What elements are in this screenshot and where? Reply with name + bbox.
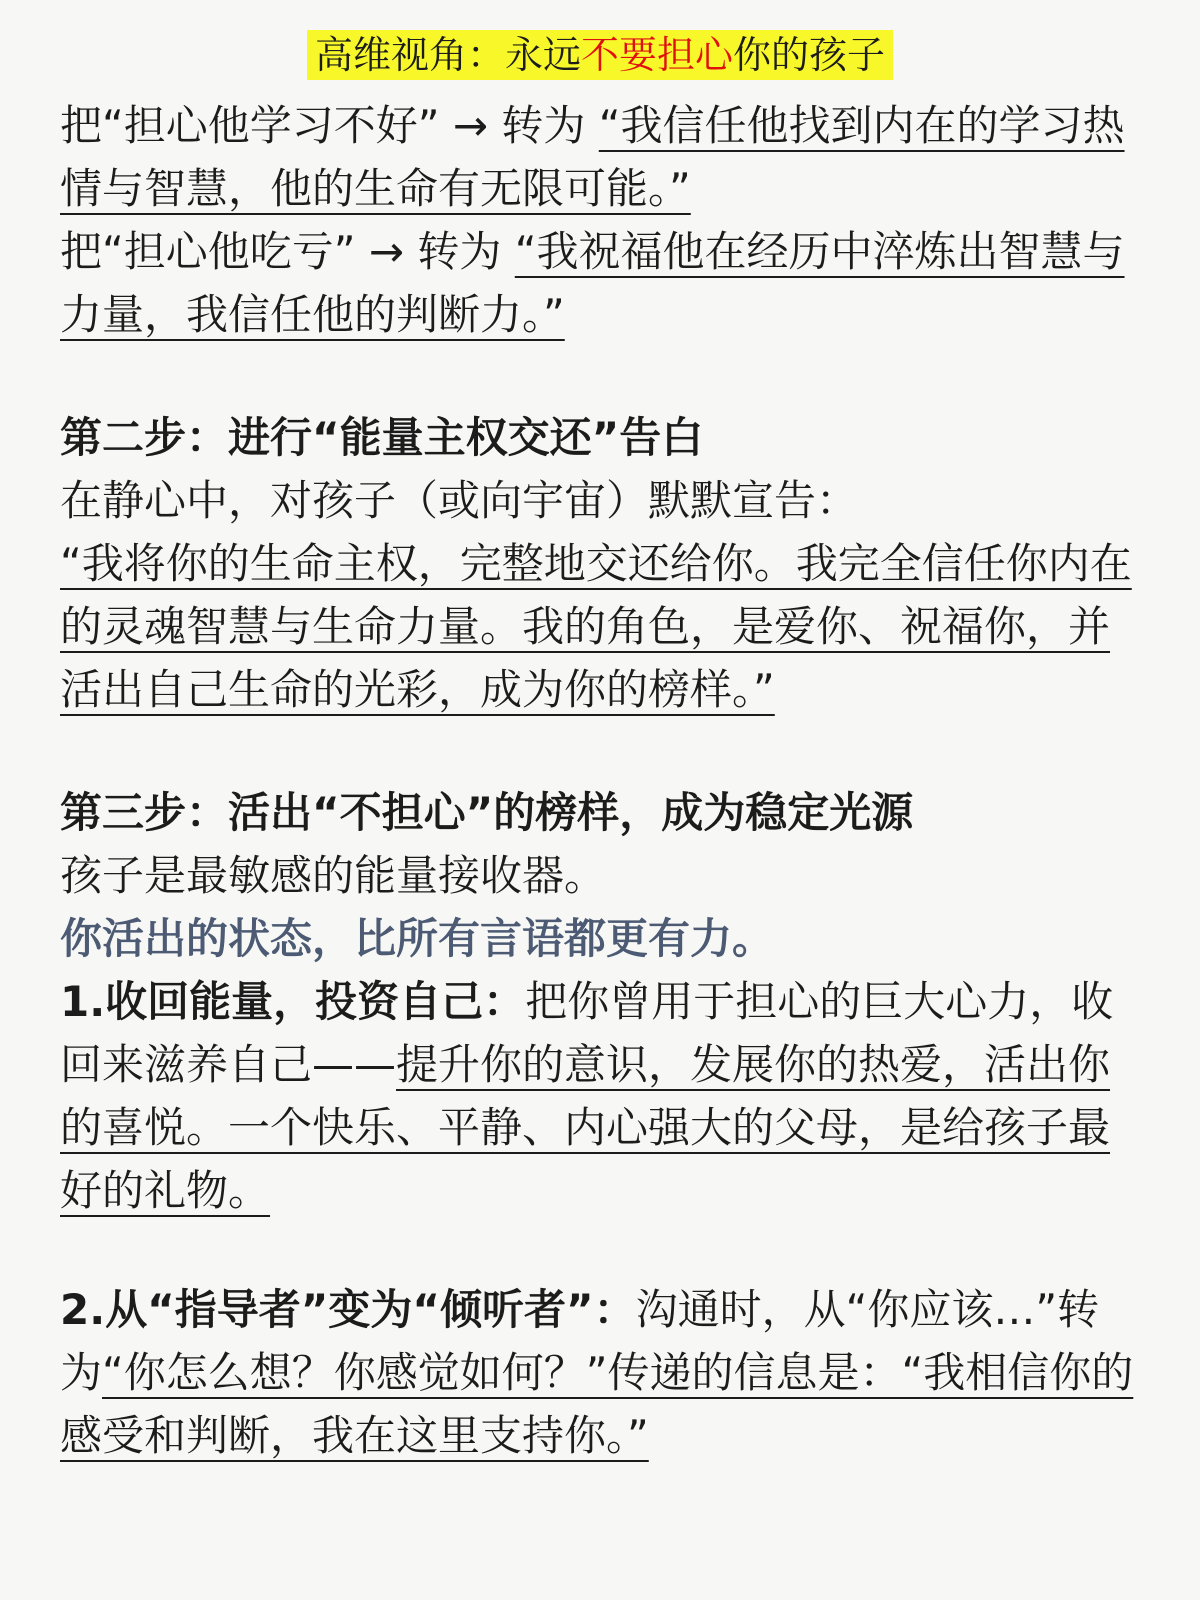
intro-p1-lead: 把“担心他学习不好” → 转为	[60, 101, 599, 150]
intro-p1-underline: “我信任他找到内在的学习热情与智慧，他的生命有无限可能。”	[60, 101, 1125, 213]
title-part2: 你的孩子	[733, 33, 886, 77]
title-highlight: 不要担心	[580, 33, 733, 77]
title-bar	[60, 0, 1140, 86]
step3-item2-bold: 2.从“指导者”变为“倾听者”：	[60, 1285, 636, 1334]
step3-item2-text: 沟通时，从“你应该…”转为	[60, 1285, 1100, 1397]
step3-item1-bold: 1.收回能量，投资自己：	[60, 977, 526, 1026]
step3-item1-text: 把你曾用于担心的巨大心力，收回来滋养自己——	[60, 977, 1114, 1089]
title-part1: 高维视角：永远	[314, 33, 581, 77]
intro-p2-lead: 把“担心他吃亏” → 转为	[60, 227, 515, 276]
step3-item1	[60, 970, 1140, 1222]
step2-heading: 第二步：进行“能量主权交还”告白	[60, 413, 704, 462]
step3-heading: 第三步：活出“不担心”的榜样，成为稳定光源	[60, 788, 914, 837]
step2-quote-text: “我将你的生命主权，完整地交还给你。我完全信任你内在的灵魂智慧与生命力量。我的角色，是爱你、祝福你，并活出自己生命的光彩，成为你的榜样。”	[60, 539, 1132, 714]
intro-paragraph-2	[60, 220, 1140, 346]
step3-line1: 孩子是最敏感的能量接收器。	[60, 851, 607, 900]
step3-item2-underline: “你怎么想？你感觉如何？”传递的信息是：“我相信你的感受和判断，我在这里支持你。”	[60, 1348, 1134, 1460]
step3-line2: 你活出的状态，比所有言语都更有力。	[60, 914, 775, 963]
intro-paragraph-1	[60, 94, 1140, 220]
step3-item1-underline: 提升你的意识，发展你的热爱，活出你的喜悦。一个快乐、平静、内心强大的父母，是给孩子最好的礼物。	[60, 1040, 1111, 1215]
step2-quote	[60, 532, 1140, 721]
page-title	[307, 30, 893, 80]
spacer	[60, 346, 1140, 406]
intro-p2-underline: “我祝福他在经历中淬炼出智慧与力量，我信任他的判断力。”	[60, 227, 1125, 339]
step3-item2	[60, 1278, 1140, 1467]
step2-line: 在静心中，对孩子（或向宇宙）默默宣告：	[60, 476, 859, 525]
spacer	[60, 1222, 1140, 1278]
spacer	[60, 721, 1140, 781]
